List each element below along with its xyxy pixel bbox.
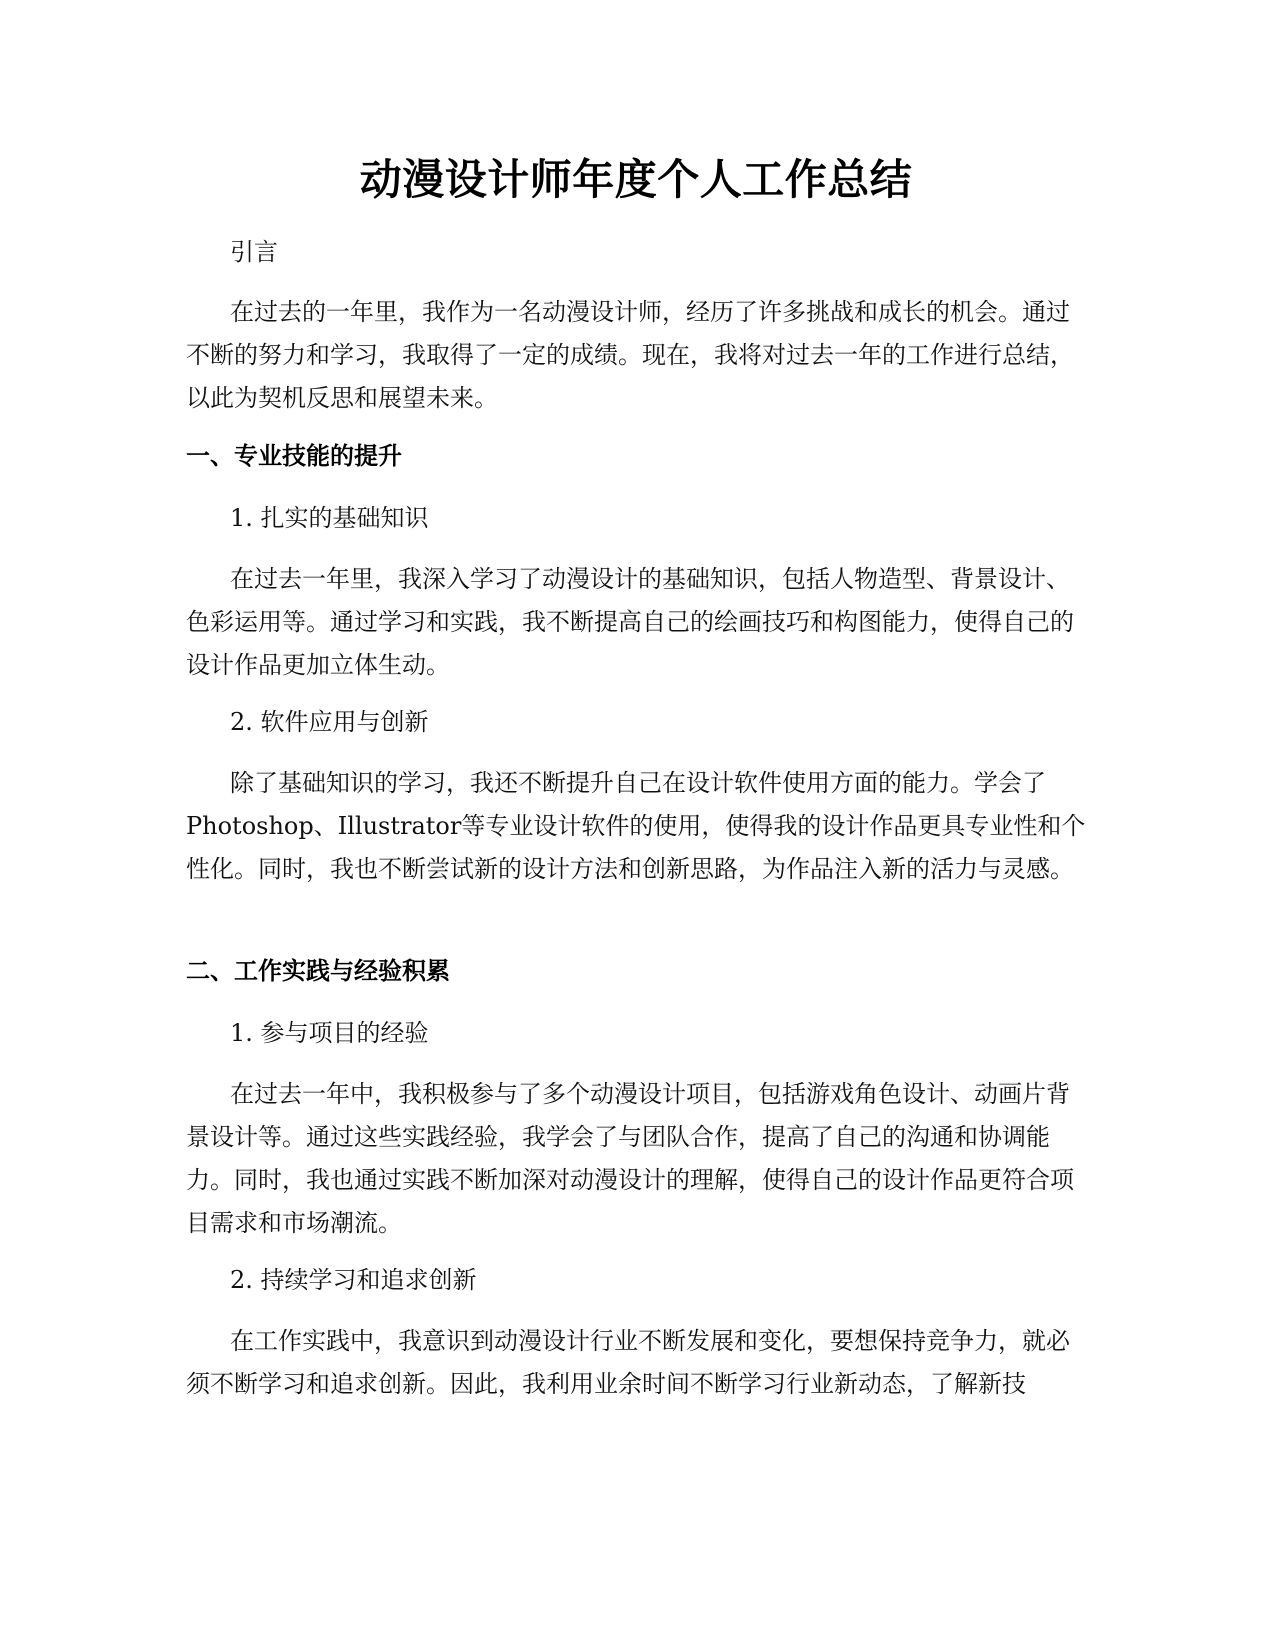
subsection-title-basics: 1. 扎实的基础知识	[230, 504, 429, 532]
intro-label: 引言	[230, 238, 278, 266]
paragraph-software: 除了基础知识的学习，我还不断提升自己在设计软件使用方面的能力。学会了Photoshop、Illustrator等专业设计软件的使用，使得我的设计作品更具专业性和个性化。同时，我也不断尝试新的设计方法和创新思路，为作品注入新的活力与灵感。	[186, 769, 1086, 883]
intro-paragraph: 在过去的一年里，我作为一名动漫设计师，经历了许多挑战和成长的机会。通过不断的努力和学习，我取得了一定的成绩。现在，我将对过去一年的工作进行总结，以此为契机反思和展望未来。	[186, 298, 1074, 412]
subsection-title-software: 2. 软件应用与创新	[230, 708, 429, 736]
section-heading-skills: 一、专业技能的提升	[186, 442, 402, 470]
paragraph-learning: 在工作实践中，我意识到动漫设计行业不断发展和变化，要想保持竞争力，就必须不断学习和追求创新。因此，我利用业余时间不断学习行业新动态，了解新技	[186, 1327, 1070, 1398]
subsection-title-projects: 1. 参与项目的经验	[230, 1019, 429, 1047]
document-title: 动漫设计师年度个人工作总结	[359, 155, 913, 204]
paragraph-projects: 在过去一年中，我积极参与了多个动漫设计项目，包括游戏角色设计、动画片背景设计等。通过这些实践经验，我学会了与团队合作，提高了自己的沟通和协调能力。同时，我也通过实践不断加深对动漫设计的理解，使得自己的设计作品更符合项目需求和市场潮流。	[186, 1080, 1074, 1237]
subsection-title-learning: 2. 持续学习和追求创新	[230, 1266, 477, 1294]
section-heading-practice: 二、工作实践与经验积累	[186, 957, 450, 985]
paragraph-basics: 在过去一年里，我深入学习了动漫设计的基础知识，包括人物造型、背景设计、色彩运用等。通过学习和实践，我不断提高自己的绘画技巧和构图能力，使得自己的设计作品更加立体生动。	[186, 565, 1074, 679]
